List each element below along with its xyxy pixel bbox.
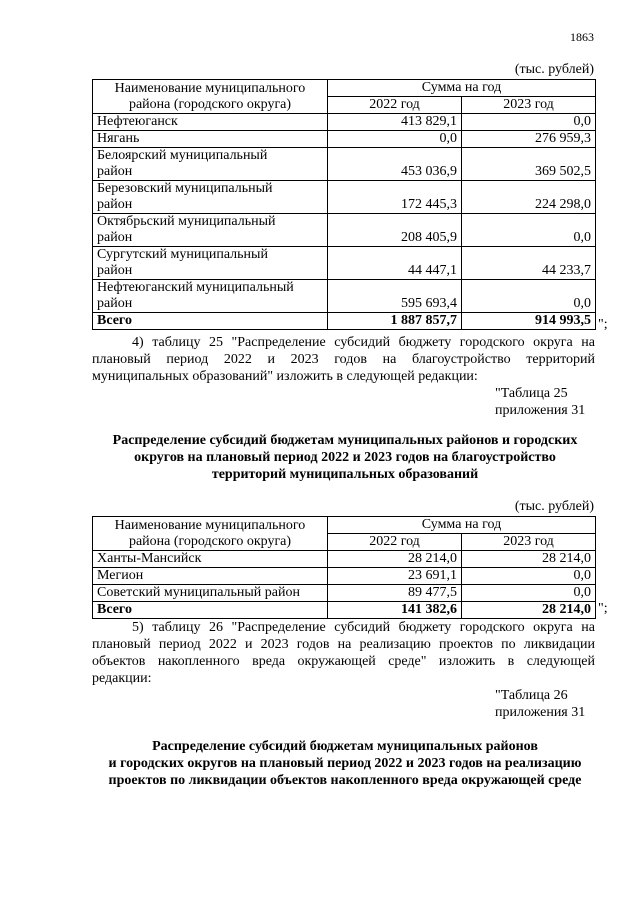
table2-header-2022: 2022 год: [328, 534, 462, 551]
value-2022: 208 405,9: [328, 214, 462, 247]
table1-header-sum: Сумма на год: [328, 80, 596, 97]
table2-header-row: [93, 517, 596, 534]
value-2023: 0,0: [462, 214, 596, 247]
table1-unit-label: (тыс. рублей): [514, 62, 594, 77]
table-row: [93, 551, 596, 568]
value-2022: 28 214,0: [328, 551, 462, 568]
table1-closing-quote: ";: [598, 317, 608, 332]
value-2022: 0,0: [328, 131, 462, 148]
table1-header-2022: 2022 год: [328, 97, 462, 114]
table2-header-name: Наименование муниципального района (городского округа): [93, 517, 328, 551]
table2: [92, 516, 596, 619]
table2-header-sum: Сумма на год: [328, 517, 596, 534]
value-2022: 413 829,1: [328, 114, 462, 131]
district-name: Нефтеюганск: [93, 114, 328, 131]
value-2023: 0,0: [462, 585, 596, 602]
value-2022: 89 477,5: [328, 585, 462, 602]
table26-heading: Распределение субсидий бюджетам муниципальных районов и городских округов на плановый период 2022 и 2023 годов на реализацию проектов по ликвидации объектов накопленного вреда окружающей среде: [108, 739, 582, 788]
district-name: Березовский муниципальный район: [93, 181, 328, 214]
table2-unit-label: (тыс. рублей): [514, 499, 594, 514]
value-2023: 44 233,7: [462, 247, 596, 280]
value-2023: 0,0: [462, 114, 596, 131]
value-2023: 369 502,5: [462, 148, 596, 181]
total-label: Всего: [93, 313, 328, 330]
value-2023: 276 959,3: [462, 131, 596, 148]
table25-heading: Распределение субсидий бюджетам муниципальных районов и городских округов на плановый период 2022 и 2023 годов на благоустройство территорий муниципальных образований: [112, 433, 578, 482]
value-2022: 453 036,9: [328, 148, 462, 181]
table-row: [93, 247, 596, 280]
total-2023: 28 214,0: [462, 602, 596, 619]
table26-reference: "Таблица 26 приложения 31: [495, 688, 586, 720]
value-2023: 0,0: [462, 280, 596, 313]
table-row: [93, 568, 596, 585]
value-2022: 23 691,1: [328, 568, 462, 585]
district-name: Белоярский муниципальный район: [93, 148, 328, 181]
total-2022: 141 382,6: [328, 602, 462, 619]
table1: [92, 79, 596, 330]
total-label: Всего: [93, 602, 328, 619]
value-2022: 595 693,4: [328, 280, 462, 313]
table1-header-row: [93, 80, 596, 97]
district-name: Нягань: [93, 131, 328, 148]
table2-total-row: [93, 602, 596, 619]
district-name: Октябрьский муниципальный район: [93, 214, 328, 247]
table25-reference: "Таблица 25 приложения 31: [495, 386, 586, 418]
district-name: Сургутский муниципальный район: [93, 247, 328, 280]
table1-total-row: [93, 313, 596, 330]
table-row: [93, 148, 596, 181]
table1-header-name: Наименование муниципального района (городского округа): [93, 80, 328, 114]
table2-closing-quote: ";: [598, 601, 608, 616]
table-row: [93, 131, 596, 148]
district-name: Нефтеюганский муниципальный район: [93, 280, 328, 313]
value-2022: 44 447,1: [328, 247, 462, 280]
table-row: [93, 280, 596, 313]
value-2023: 0,0: [462, 568, 596, 585]
value-2023: 28 214,0: [462, 551, 596, 568]
district-name: Ханты-Мансийск: [93, 551, 328, 568]
table2-header-2023: 2023 год: [462, 534, 596, 551]
total-2023: 914 993,5: [462, 313, 596, 330]
district-name: Мегион: [93, 568, 328, 585]
paragraph-item-4: 4) таблицу 25 "Распределение субсидий бюджету городского округа на плановый период 2022 и 2023 годов на благоустройство территорий муниципальных образований" изложить в следующей редакции:: [92, 335, 595, 384]
table-row: [93, 114, 596, 131]
paragraph-item-5: 5) таблицу 26 "Распределение субсидий бюджету городского округа на плановый период 2022 и 2023 годов на реализацию проектов по ликвидации объектов накопленного вреда окружающей среде" изложить в следующей редакции:: [92, 620, 595, 686]
table1-header-2023: 2023 год: [462, 97, 596, 114]
page-number: 1863: [570, 30, 594, 44]
table-row: [93, 585, 596, 602]
value-2022: 172 445,3: [328, 181, 462, 214]
value-2023: 224 298,0: [462, 181, 596, 214]
total-2022: 1 887 857,7: [328, 313, 462, 330]
district-name: Советский муниципальный район: [93, 585, 328, 602]
table-row: [93, 181, 596, 214]
table-row: [93, 214, 596, 247]
